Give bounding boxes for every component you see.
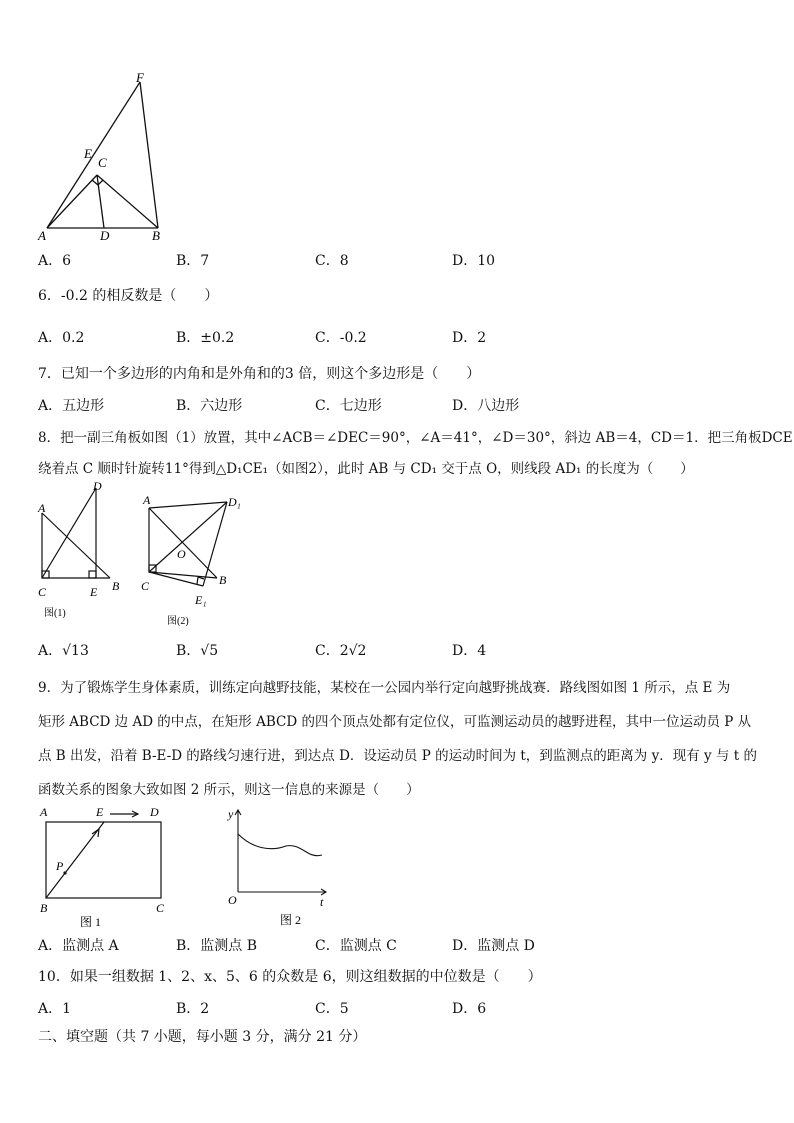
q8-option-c[interactable]: C．2√2 <box>315 643 367 659</box>
q9-option-d[interactable]: D．监测点 D <box>452 938 535 954</box>
q9fig1-label-B: B <box>40 901 48 915</box>
label-C: C <box>98 155 107 170</box>
triangle-figure-q5 <box>30 70 180 250</box>
fig2-label-C: C <box>141 579 150 593</box>
fig1-caption: 图(1) <box>44 608 66 619</box>
q9fig2-label-y: y <box>228 807 234 821</box>
q8-option-a[interactable]: A．√13 <box>38 643 89 659</box>
q10-option-d[interactable]: D．6 <box>452 1001 487 1017</box>
q9fig1-label-C: C <box>156 901 165 915</box>
q9fig2-caption: 图 2 <box>280 913 302 927</box>
q9-line1: 9．为了锻炼学生身体素质，训练定向越野技能，某校在一公园内举行定向越野挑战赛．路线图如图 1 所示，点 E 为 <box>38 680 731 696</box>
q6-option-d[interactable]: D．2 <box>452 330 487 346</box>
fig1-label-D: D <box>93 479 102 493</box>
q9fig1-label-D: D <box>150 805 159 819</box>
q9fig2-label-O: O <box>228 893 237 907</box>
q9-figure-2 <box>222 800 332 934</box>
q7-option-a[interactable]: A．五边形 <box>38 398 105 414</box>
q9fig1-label-E: E <box>96 805 104 819</box>
fig2-label-E1: E₁ <box>195 593 207 607</box>
q9fig1-caption: 图 1 <box>80 915 102 929</box>
q7-option-c[interactable]: C．七边形 <box>315 398 382 414</box>
q9-figure-1 <box>34 802 184 932</box>
fig2-label-D1: D₁ <box>228 495 241 509</box>
q9fig1-label-A: A <box>40 805 48 819</box>
label-B: B <box>152 228 160 243</box>
q5-option-c[interactable]: C．8 <box>315 253 349 269</box>
q5-option-a[interactable]: A．6 <box>38 253 72 269</box>
label-F: F <box>136 70 144 85</box>
q10-option-b[interactable]: B．2 <box>176 1001 210 1017</box>
q10-stem: 10．如果一组数据 1、2、x、5、6 的众数是 6，则这组数据的中位数是（ ） <box>38 969 542 985</box>
q9-option-a[interactable]: A．监测点 A <box>38 938 119 954</box>
q7-option-b[interactable]: B．六边形 <box>176 398 243 414</box>
q7-stem: 7．已知一个多边形的内角和是外角和的3 倍，则这个多边形是（ ） <box>38 366 481 382</box>
q7-option-d[interactable]: D．八边形 <box>452 398 520 414</box>
q10-option-a[interactable]: A．1 <box>38 1001 72 1017</box>
label-E: E <box>84 146 92 161</box>
fig1-label-C: C <box>38 585 47 599</box>
q9-line2: 矩形 ABCD 边 AD 的中点，在矩形 ABCD 的四个顶点处都有定位仪，可监测运动员的越野进程，其中一位运动员 P 从 <box>38 714 752 730</box>
q6-option-c[interactable]: C．-0.2 <box>315 330 367 346</box>
fig2-label-O: O <box>177 547 186 561</box>
q6-option-b[interactable]: B．±0.2 <box>176 330 235 346</box>
q6-stem: 6．-0.2 的相反数是（ ） <box>38 288 219 304</box>
q9-option-c[interactable]: C．监测点 C <box>315 938 397 954</box>
q9-line3: 点 B 出发，沿着 B-E-D 的路线匀速行进，到达点 D．设运动员 P 的运动时间为 t，到监测点的距离为 y．现有 y 与 t 的 <box>38 748 757 764</box>
q5-option-d[interactable]: D．10 <box>452 253 496 269</box>
q8-stem-line1: 8．把一副三角板如图（1）放置，其中∠ACB＝∠DEC＝90°，∠A＝41°，∠D＝30°，斜边 AB＝4，CD＝1．把三角板DCE <box>38 430 793 446</box>
label-D: D <box>100 228 110 243</box>
label-A: A <box>38 228 46 243</box>
fig1-label-E: E <box>90 585 98 599</box>
fig1-label-A: A <box>38 501 46 515</box>
fig2-label-A: A <box>143 493 151 507</box>
q9-line4: 函数关系的图象大致如图 2 所示，则这一信息的来源是（ ） <box>38 782 420 798</box>
runner-point <box>63 871 66 874</box>
q10-option-c[interactable]: C．5 <box>315 1001 349 1017</box>
q9-option-b[interactable]: B．监测点 B <box>176 938 258 954</box>
fig2-label-B: B <box>219 573 227 587</box>
q8-option-d[interactable]: D．4 <box>452 643 487 659</box>
q5-option-b[interactable]: B．7 <box>176 253 210 269</box>
q9fig1-label-P: P <box>56 859 64 873</box>
fig1-label-B: B <box>112 579 120 593</box>
q8-figure-1 <box>30 478 130 626</box>
q6-option-a[interactable]: A．0.2 <box>38 330 85 346</box>
q9fig2-label-t: t <box>320 895 324 909</box>
q8-stem-line2: 绕着点 C 顺时针旋转11°得到△D₁CE₁（如图2），此时 AB 与 CD₁ 交于点 O，则线段 AD₁ 的长度为（ ） <box>38 461 694 477</box>
fig2-caption: 图(2) <box>167 616 189 627</box>
q8-option-b[interactable]: B．√5 <box>176 643 219 659</box>
q8-figure-2 <box>135 486 250 634</box>
section-2-title: 二、填空题（共 7 小题，每小题 3 分，满分 21 分） <box>38 1029 367 1045</box>
